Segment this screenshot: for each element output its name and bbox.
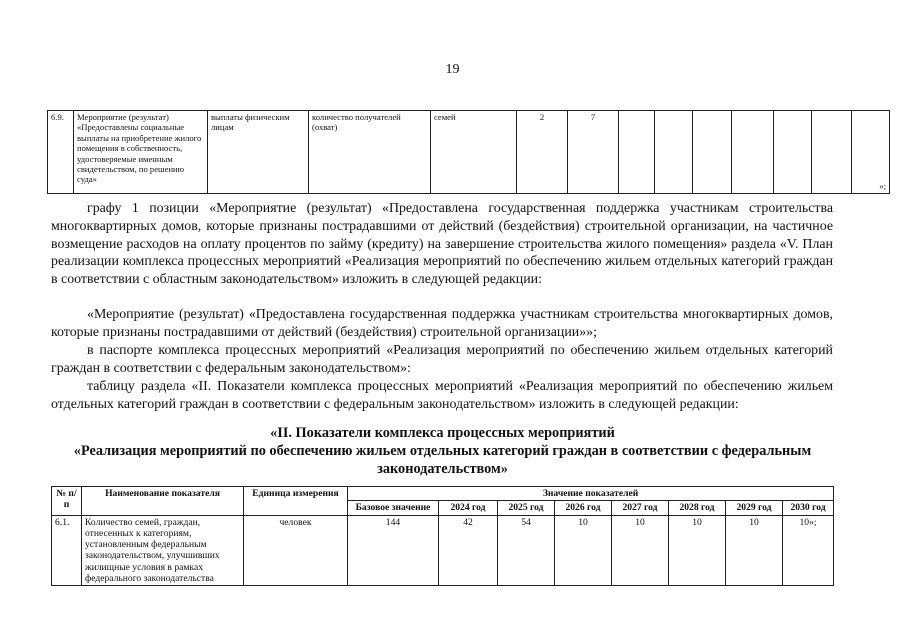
- value-cell: 10: [726, 515, 783, 586]
- section-subheading: «Реализация мероприятий по обеспечению жильем отдельных категорий граждан в соответствии с федеральным законодательством»: [73, 443, 812, 477]
- closing-quote: »;: [879, 180, 886, 191]
- value-cell: 7: [568, 111, 619, 194]
- value-cell: 10»;: [783, 515, 834, 586]
- row-number-cell: 6.1.: [52, 515, 82, 586]
- value-cell: 2: [517, 111, 568, 194]
- section-heading: «II. Показатели комплекса процессных мероприятий: [270, 425, 615, 441]
- indicator-unit-cell: человек: [244, 515, 348, 586]
- col-header-year: 2029 год: [726, 501, 783, 515]
- paragraph: «Мероприятие (результат) «Предоставлена государственная поддержка участникам строительства многоквартирных домов, которые признаны пострадавшими от действий (бездействия) строительной организации»»;: [51, 307, 833, 340]
- value-cell: 10: [669, 515, 726, 586]
- value-cell: [655, 111, 693, 194]
- col-header-year: 2028 год: [669, 501, 726, 515]
- value-cell: 10: [612, 515, 669, 586]
- measure-type-cell: выплаты физическим лицам: [208, 111, 309, 194]
- paragraph: графу 1 позиции «Мероприятие (результат) «Предоставлена государственная поддержка участникам строительства многоквартирных домов, которые признаны пострадавшими от действий (бездействия) строительной организации, на частичное возмещение расходов на оплату процентов по займу (кредиту) на завершение строительства жилого помещения» раздела «V. План реализации комплекса процессных мероприятий «Реализация мероприятий по обеспечению жильем отдельных категорий граждан в соответствии с областным законодательством» изложить в следующей редакции:: [51, 201, 833, 288]
- value-cell: 42: [439, 515, 498, 586]
- indicator-name-cell: Количество семей, граждан, отнесенных к категориям, установленным федеральным законодательством, улучшивших жилищные условия в рамках федерального законодательства: [82, 515, 244, 586]
- closing-quote-cell: [852, 111, 890, 194]
- base-value-cell: 144: [348, 515, 439, 586]
- table-row: [52, 515, 834, 586]
- value-cell: [812, 111, 852, 194]
- paragraph: в паспорте комплекса процессных мероприятий «Реализация мероприятий по обеспечению жильем отдельных категорий граждан в соответствии с федеральным законодательством»:: [51, 343, 833, 376]
- table-header-row: [52, 487, 834, 501]
- value-cell: 54: [498, 515, 555, 586]
- page-number: 19: [445, 62, 460, 77]
- col-header-num: № п/п: [52, 487, 82, 516]
- value-cell: [619, 111, 655, 194]
- col-header-year: 2027 год: [612, 501, 669, 515]
- value-cell: [732, 111, 774, 194]
- indicators-table: [51, 486, 834, 586]
- col-header-year: 2030 год: [783, 501, 834, 515]
- col-header-year: 2026 год: [555, 501, 612, 515]
- measures-table-fragment: [47, 110, 890, 194]
- col-header-year: 2024 год: [439, 501, 498, 515]
- col-header-unit: Единица измерения: [244, 487, 348, 516]
- col-header-values: Значение показателей: [348, 487, 834, 501]
- col-header-name: Наименование показателя: [82, 487, 244, 516]
- measure-name-cell: Мероприятие (результат) «Предоставлены социальные выплаты на приобретение жилого помещения в собственность, удостоверяемые именным свидетельством, по решению суда»: [74, 111, 208, 194]
- value-cell: [693, 111, 732, 194]
- table-row: [48, 111, 890, 194]
- measure-unit-cell: семей: [431, 111, 517, 194]
- measure-characteristic-cell: количество получателей (охват): [309, 111, 431, 194]
- col-header-base: Базовое значение: [348, 501, 439, 515]
- value-cell: 10: [555, 515, 612, 586]
- paragraph: таблицу раздела «II. Показатели комплекса процессных мероприятий «Реализация мероприятий по обеспечению жильем отдельных категорий граждан в соответствии с федеральным законодательством» изложить в следующей редакции:: [51, 379, 833, 412]
- value-cell: [774, 111, 812, 194]
- row-number-cell: 6.9.: [48, 111, 74, 194]
- col-header-year: 2025 год: [498, 501, 555, 515]
